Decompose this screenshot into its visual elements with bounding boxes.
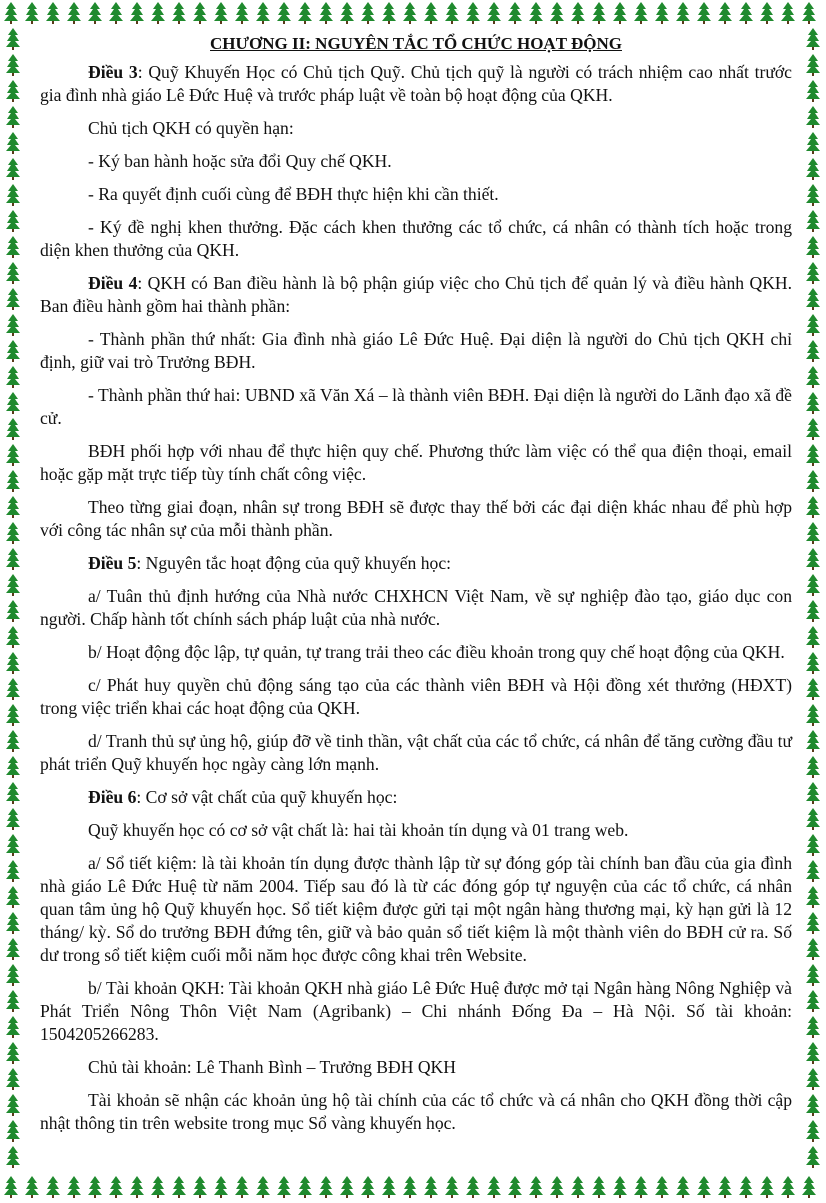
- paragraph-text: : Cơ sở vật chất của quỹ khuyến học:: [136, 787, 398, 807]
- pine-tree-icon: [4, 1176, 18, 1198]
- pine-tree-icon: [6, 834, 20, 856]
- paragraph-text: a/ Tuân thủ định hướng của Nhà nước CHXHCN Việt Nam, về sự nghiệp đào tạo, giáo dục con người. Chấp hành tốt chính sách pháp luật của nhà nước.: [40, 586, 792, 629]
- pine-tree-icon: [25, 2, 39, 24]
- pine-tree-icon: [298, 1176, 312, 1198]
- pine-tree-icon: [88, 1176, 102, 1198]
- pine-tree-icon: [109, 1176, 123, 1198]
- pine-tree-icon: [403, 2, 417, 24]
- pine-tree-icon: [806, 574, 820, 596]
- pine-tree-icon: [806, 990, 820, 1012]
- pine-tree-icon: [6, 652, 20, 674]
- pine-tree-icon: [592, 1176, 606, 1198]
- pine-tree-icon: [806, 80, 820, 102]
- pine-tree-icon: [571, 1176, 585, 1198]
- pine-tree-icon: [340, 1176, 354, 1198]
- pine-tree-icon: [550, 1176, 564, 1198]
- pine-tree-icon: [6, 444, 20, 466]
- paragraph: [40, 328, 792, 374]
- pine-tree-icon: [634, 2, 648, 24]
- pine-tree-icon: [6, 626, 20, 648]
- document-page: [40, 32, 792, 1145]
- paragraph-text: - Thành phần thứ hai: UBND xã Văn Xá – là thành viên BĐH. Đại diện là người do Lãnh đạo xã đề cử.: [40, 385, 792, 428]
- paragraph-text: a/ Sổ tiết kiệm: là tài khoản tín dụng được thành lập từ sự đóng góp tài chính ban đầu của gia đình nhà giáo Lê Đức Huệ từ năm 2004. Tiếp sau đó là từ các đóng góp tự nguyện của các tổ chức, cá nhân quan tâm ủng hộ Quỹ khuyến học. Sổ tiết kiệm được gửi tại một ngân hàng thương mại, kỳ hạn gửi là 12 tháng/ kỳ. Sổ do trưởng BĐH đứng tên, giữ và bảo quản sổ tiết kiệm là một thành viên do BĐH cử ra. Số dư trong sổ tiết kiệm cuối mỗi năm học được công khai trên Website.: [40, 853, 792, 965]
- pine-tree-icon: [806, 210, 820, 232]
- pine-tree-icon: [6, 912, 20, 934]
- paragraph: [40, 585, 792, 631]
- pine-tree-icon: [676, 2, 690, 24]
- pine-tree-icon: [256, 2, 270, 24]
- pine-tree-icon: [781, 1176, 795, 1198]
- pine-tree-icon: [25, 1176, 39, 1198]
- pine-tree-icon: [466, 1176, 480, 1198]
- pine-tree-icon: [760, 1176, 774, 1198]
- pine-tree-icon: [424, 2, 438, 24]
- pine-tree-icon: [806, 314, 820, 336]
- pine-tree-icon: [806, 392, 820, 414]
- pine-tree-icon: [802, 2, 816, 24]
- paragraph: [40, 852, 792, 967]
- paragraph: [40, 183, 792, 206]
- paragraph-text: b/ Tài khoản QKH: Tài khoản QKH nhà giáo Lê Đức Huệ được mở tại Ngân hàng Nông Nghiệp và Phát Triển Nông Thôn Việt Nam (Agribank) – Chi nhánh Đống Đa – Hà Nội. Số tài khoản: 1504205266283.: [40, 978, 792, 1044]
- pine-tree-icon: [172, 2, 186, 24]
- pine-tree-icon: [382, 2, 396, 24]
- pine-tree-icon: [6, 860, 20, 882]
- paragraph: [40, 730, 792, 776]
- pine-tree-icon: [806, 1016, 820, 1038]
- pine-tree-icon: [806, 808, 820, 830]
- pine-tree-icon: [806, 1146, 820, 1168]
- pine-tree-icon: [109, 2, 123, 24]
- pine-tree-icon: [806, 756, 820, 778]
- pine-tree-icon: [806, 1068, 820, 1090]
- pine-tree-icon: [806, 678, 820, 700]
- pine-tree-icon: [340, 2, 354, 24]
- pine-tree-icon: [6, 418, 20, 440]
- pine-tree-icon: [6, 314, 20, 336]
- pine-tree-icon: [277, 2, 291, 24]
- pine-tree-icon: [806, 470, 820, 492]
- paragraph: [40, 552, 792, 575]
- paragraph-text: b/ Hoạt động độc lập, tự quản, tự trang trải theo các điều khoản trong quy chế hoạt động của QKH.: [88, 642, 785, 662]
- pine-tree-icon: [806, 834, 820, 856]
- pine-tree-icon: [46, 2, 60, 24]
- pine-tree-icon: [361, 1176, 375, 1198]
- pine-tree-icon: [806, 704, 820, 726]
- pine-tree-icon: [193, 2, 207, 24]
- pine-tree-icon: [806, 1120, 820, 1142]
- paragraph-text: BĐH phối hợp với nhau để thực hiện quy chế. Phương thức làm việc có thể qua điện thoại, email hoặc gặp mặt trực tiếp tùy tính chất công việc.: [40, 441, 792, 484]
- pine-tree-icon: [6, 704, 20, 726]
- pine-tree-icon: [529, 2, 543, 24]
- pine-tree-icon: [361, 2, 375, 24]
- paragraph-text: Quỹ khuyến học có cơ sở vật chất là: hai tài khoản tín dụng và 01 trang web.: [88, 820, 629, 840]
- pine-tree-icon: [806, 418, 820, 440]
- paragraph: [40, 61, 792, 107]
- pine-tree-icon: [6, 106, 20, 128]
- pine-tree-icon: [235, 1176, 249, 1198]
- pine-tree-icon: [214, 1176, 228, 1198]
- paragraph-text: c/ Phát huy quyền chủ động sáng tạo của các thành viên BĐH và Hội đồng xét thưởng (HĐXT) trong việc triển khai các hoạt động của QKH.: [40, 675, 792, 718]
- pine-tree-icon: [739, 1176, 753, 1198]
- pine-tree-icon: [550, 2, 564, 24]
- pine-tree-icon: [806, 886, 820, 908]
- pine-tree-icon: [697, 1176, 711, 1198]
- pine-tree-icon: [214, 2, 228, 24]
- pine-tree-icon: [613, 2, 627, 24]
- article-label: Điều 3: [88, 62, 138, 82]
- pine-tree-icon: [634, 1176, 648, 1198]
- pine-tree-icon: [6, 366, 20, 388]
- paragraph-text: Tài khoản sẽ nhận các khoản ủng hộ tài chính của các tổ chức và cá nhân cho QKH đồng thời cập nhật thông tin trên website trong mục Sổ vàng khuyến học.: [40, 1090, 792, 1133]
- chapter-heading: CHƯƠNG II: NGUYÊN TẮC TỔ CHỨC HOẠT ĐỘNG: [210, 34, 622, 53]
- pine-tree-icon: [806, 132, 820, 154]
- paragraph-text: - Ký ban hành hoặc sửa đổi Quy chế QKH.: [88, 151, 392, 171]
- pine-tree-icon: [806, 1094, 820, 1116]
- pine-tree-icon: [466, 2, 480, 24]
- pine-tree-icon: [319, 2, 333, 24]
- paragraph: [40, 786, 792, 809]
- pine-tree-icon: [6, 236, 20, 258]
- pine-tree-icon: [6, 392, 20, 414]
- pine-tree-icon: [130, 1176, 144, 1198]
- pine-tree-icon: [130, 2, 144, 24]
- pine-tree-icon: [806, 548, 820, 570]
- pine-tree-icon: [6, 54, 20, 76]
- pine-tree-icon: [193, 1176, 207, 1198]
- pine-tree-icon: [6, 262, 20, 284]
- pine-tree-icon: [6, 938, 20, 960]
- paragraph-text: Chủ tịch QKH có quyền hạn:: [88, 118, 294, 138]
- paragraph-text: Theo từng giai đoạn, nhân sự trong BĐH sẽ được thay thế bởi các đại diện khác nhau để phù hợp với công tác nhân sự của mỗi thành phần.: [40, 497, 792, 540]
- pine-tree-icon: [718, 1176, 732, 1198]
- pine-tree-icon: [806, 236, 820, 258]
- pine-tree-icon: [6, 288, 20, 310]
- paragraph-list: [40, 61, 792, 1135]
- pine-tree-icon: [806, 496, 820, 518]
- pine-tree-icon: [67, 2, 81, 24]
- pine-tree-icon: [6, 730, 20, 752]
- pine-tree-icon: [508, 2, 522, 24]
- paragraph-text: - Ra quyết định cuối cùng để BĐH thực hiện khi cần thiết.: [88, 184, 499, 204]
- pine-tree-icon: [806, 288, 820, 310]
- paragraph: [40, 440, 792, 486]
- paragraph: [40, 1056, 792, 1079]
- pine-tree-icon: [256, 1176, 270, 1198]
- pine-tree-icon: [6, 340, 20, 362]
- pine-tree-icon: [806, 28, 820, 50]
- pine-tree-icon: [6, 1146, 20, 1168]
- pine-tree-icon: [806, 860, 820, 882]
- pine-tree-icon: [4, 2, 18, 24]
- pine-tree-icon: [6, 678, 20, 700]
- pine-tree-icon: [6, 1068, 20, 1090]
- pine-tree-icon: [806, 184, 820, 206]
- paragraph: [40, 496, 792, 542]
- article-label: Điều 4: [88, 273, 138, 293]
- pine-tree-icon: [46, 1176, 60, 1198]
- pine-tree-icon: [424, 1176, 438, 1198]
- pine-tree-icon: [6, 210, 20, 232]
- pine-tree-icon: [6, 782, 20, 804]
- pine-tree-icon: [806, 964, 820, 986]
- pine-tree-icon: [806, 444, 820, 466]
- pine-tree-icon: [697, 2, 711, 24]
- pine-tree-icon: [6, 990, 20, 1012]
- paragraph: [40, 272, 792, 318]
- pine-tree-icon: [806, 54, 820, 76]
- pine-tree-icon: [445, 1176, 459, 1198]
- pine-tree-icon: [806, 652, 820, 674]
- paragraph: [40, 1089, 792, 1135]
- pine-tree-icon: [403, 1176, 417, 1198]
- pine-tree-icon: [6, 600, 20, 622]
- pine-tree-icon: [655, 2, 669, 24]
- paragraph-text: - Ký đề nghị khen thưởng. Đặc cách khen thưởng các tổ chức, cá nhân có thành tích hoặc trong diện khen thưởng của QKH.: [40, 217, 792, 260]
- paragraph-text: : QKH có Ban điều hành là bộ phận giúp việc cho Chủ tịch để quản lý và điều hành QKH. Ban điều hành gồm hai thành phần:: [40, 273, 792, 316]
- pine-tree-icon: [151, 2, 165, 24]
- paragraph-text: Chủ tài khoản: Lê Thanh Bình – Trưởng BĐH QKH: [88, 1057, 456, 1077]
- pine-tree-icon: [6, 886, 20, 908]
- pine-tree-icon: [806, 340, 820, 362]
- pine-tree-icon: [806, 730, 820, 752]
- pine-tree-icon: [382, 1176, 396, 1198]
- pine-tree-icon: [806, 912, 820, 934]
- paragraph-text: : Nguyên tắc hoạt động của quỹ khuyến học:: [136, 553, 452, 573]
- article-label: Điều 5: [88, 553, 137, 573]
- pine-tree-icon: [445, 2, 459, 24]
- pine-tree-icon: [6, 756, 20, 778]
- pine-tree-icon: [6, 1016, 20, 1038]
- paragraph: [40, 117, 792, 140]
- pine-tree-icon: [718, 2, 732, 24]
- paragraph: [40, 641, 792, 664]
- pine-tree-icon: [6, 522, 20, 544]
- pine-tree-icon: [571, 2, 585, 24]
- pine-tree-icon: [739, 2, 753, 24]
- paragraph: [40, 674, 792, 720]
- paragraph-text: d/ Tranh thủ sự ủng hộ, giúp đỡ về tinh thần, vật chất của các tổ chức, cá nhân để tăng cường đầu tư phát triển Quỹ khuyến học ngày càng lớn mạnh.: [40, 731, 792, 774]
- paragraph-text: : Quỹ Khuyến Học có Chủ tịch Quỹ. Chủ tịch quỹ là người có trách nhiệm cao nhất trước gia đình nhà giáo Lê Đức Huệ và trước pháp luật về toàn bộ hoạt động của QKH.: [40, 62, 792, 105]
- pine-tree-icon: [592, 2, 606, 24]
- pine-tree-icon: [806, 626, 820, 648]
- pine-tree-icon: [6, 132, 20, 154]
- pine-tree-icon: [6, 28, 20, 50]
- pine-tree-icon: [67, 1176, 81, 1198]
- pine-tree-icon: [806, 262, 820, 284]
- pine-tree-icon: [319, 1176, 333, 1198]
- pine-tree-icon: [676, 1176, 690, 1198]
- pine-tree-icon: [613, 1176, 627, 1198]
- pine-tree-icon: [806, 782, 820, 804]
- pine-tree-icon: [655, 1176, 669, 1198]
- pine-tree-icon: [487, 1176, 501, 1198]
- pine-tree-icon: [529, 1176, 543, 1198]
- pine-tree-icon: [802, 1176, 816, 1198]
- pine-tree-icon: [235, 2, 249, 24]
- paragraph-text: - Thành phần thứ nhất: Gia đình nhà giáo Lê Đức Huệ. Đại diện là người do Chủ tịch QKH chỉ định, giữ vai trò Trưởng BĐH.: [40, 329, 792, 372]
- pine-tree-icon: [806, 106, 820, 128]
- pine-tree-icon: [6, 1042, 20, 1064]
- paragraph: [40, 216, 792, 262]
- pine-tree-icon: [6, 964, 20, 986]
- pine-tree-icon: [6, 470, 20, 492]
- pine-tree-icon: [760, 2, 774, 24]
- pine-tree-icon: [806, 1042, 820, 1064]
- pine-tree-icon: [6, 184, 20, 206]
- pine-tree-icon: [277, 1176, 291, 1198]
- pine-tree-icon: [806, 366, 820, 388]
- pine-tree-icon: [6, 808, 20, 830]
- pine-tree-icon: [6, 1120, 20, 1142]
- pine-tree-icon: [781, 2, 795, 24]
- pine-tree-icon: [298, 2, 312, 24]
- pine-tree-icon: [508, 1176, 522, 1198]
- paragraph: [40, 150, 792, 173]
- pine-tree-icon: [806, 600, 820, 622]
- pine-tree-icon: [88, 2, 102, 24]
- pine-tree-icon: [487, 2, 501, 24]
- pine-tree-icon: [6, 548, 20, 570]
- pine-tree-icon: [806, 938, 820, 960]
- pine-tree-icon: [6, 496, 20, 518]
- pine-tree-icon: [172, 1176, 186, 1198]
- pine-tree-icon: [6, 158, 20, 180]
- pine-tree-icon: [6, 574, 20, 596]
- pine-tree-icon: [151, 1176, 165, 1198]
- article-label: Điều 6: [88, 787, 137, 807]
- pine-tree-icon: [6, 80, 20, 102]
- pine-tree-icon: [806, 522, 820, 544]
- pine-tree-icon: [6, 1094, 20, 1116]
- pine-tree-icon: [806, 158, 820, 180]
- paragraph: [40, 977, 792, 1046]
- paragraph: [40, 384, 792, 430]
- paragraph: [40, 819, 792, 842]
